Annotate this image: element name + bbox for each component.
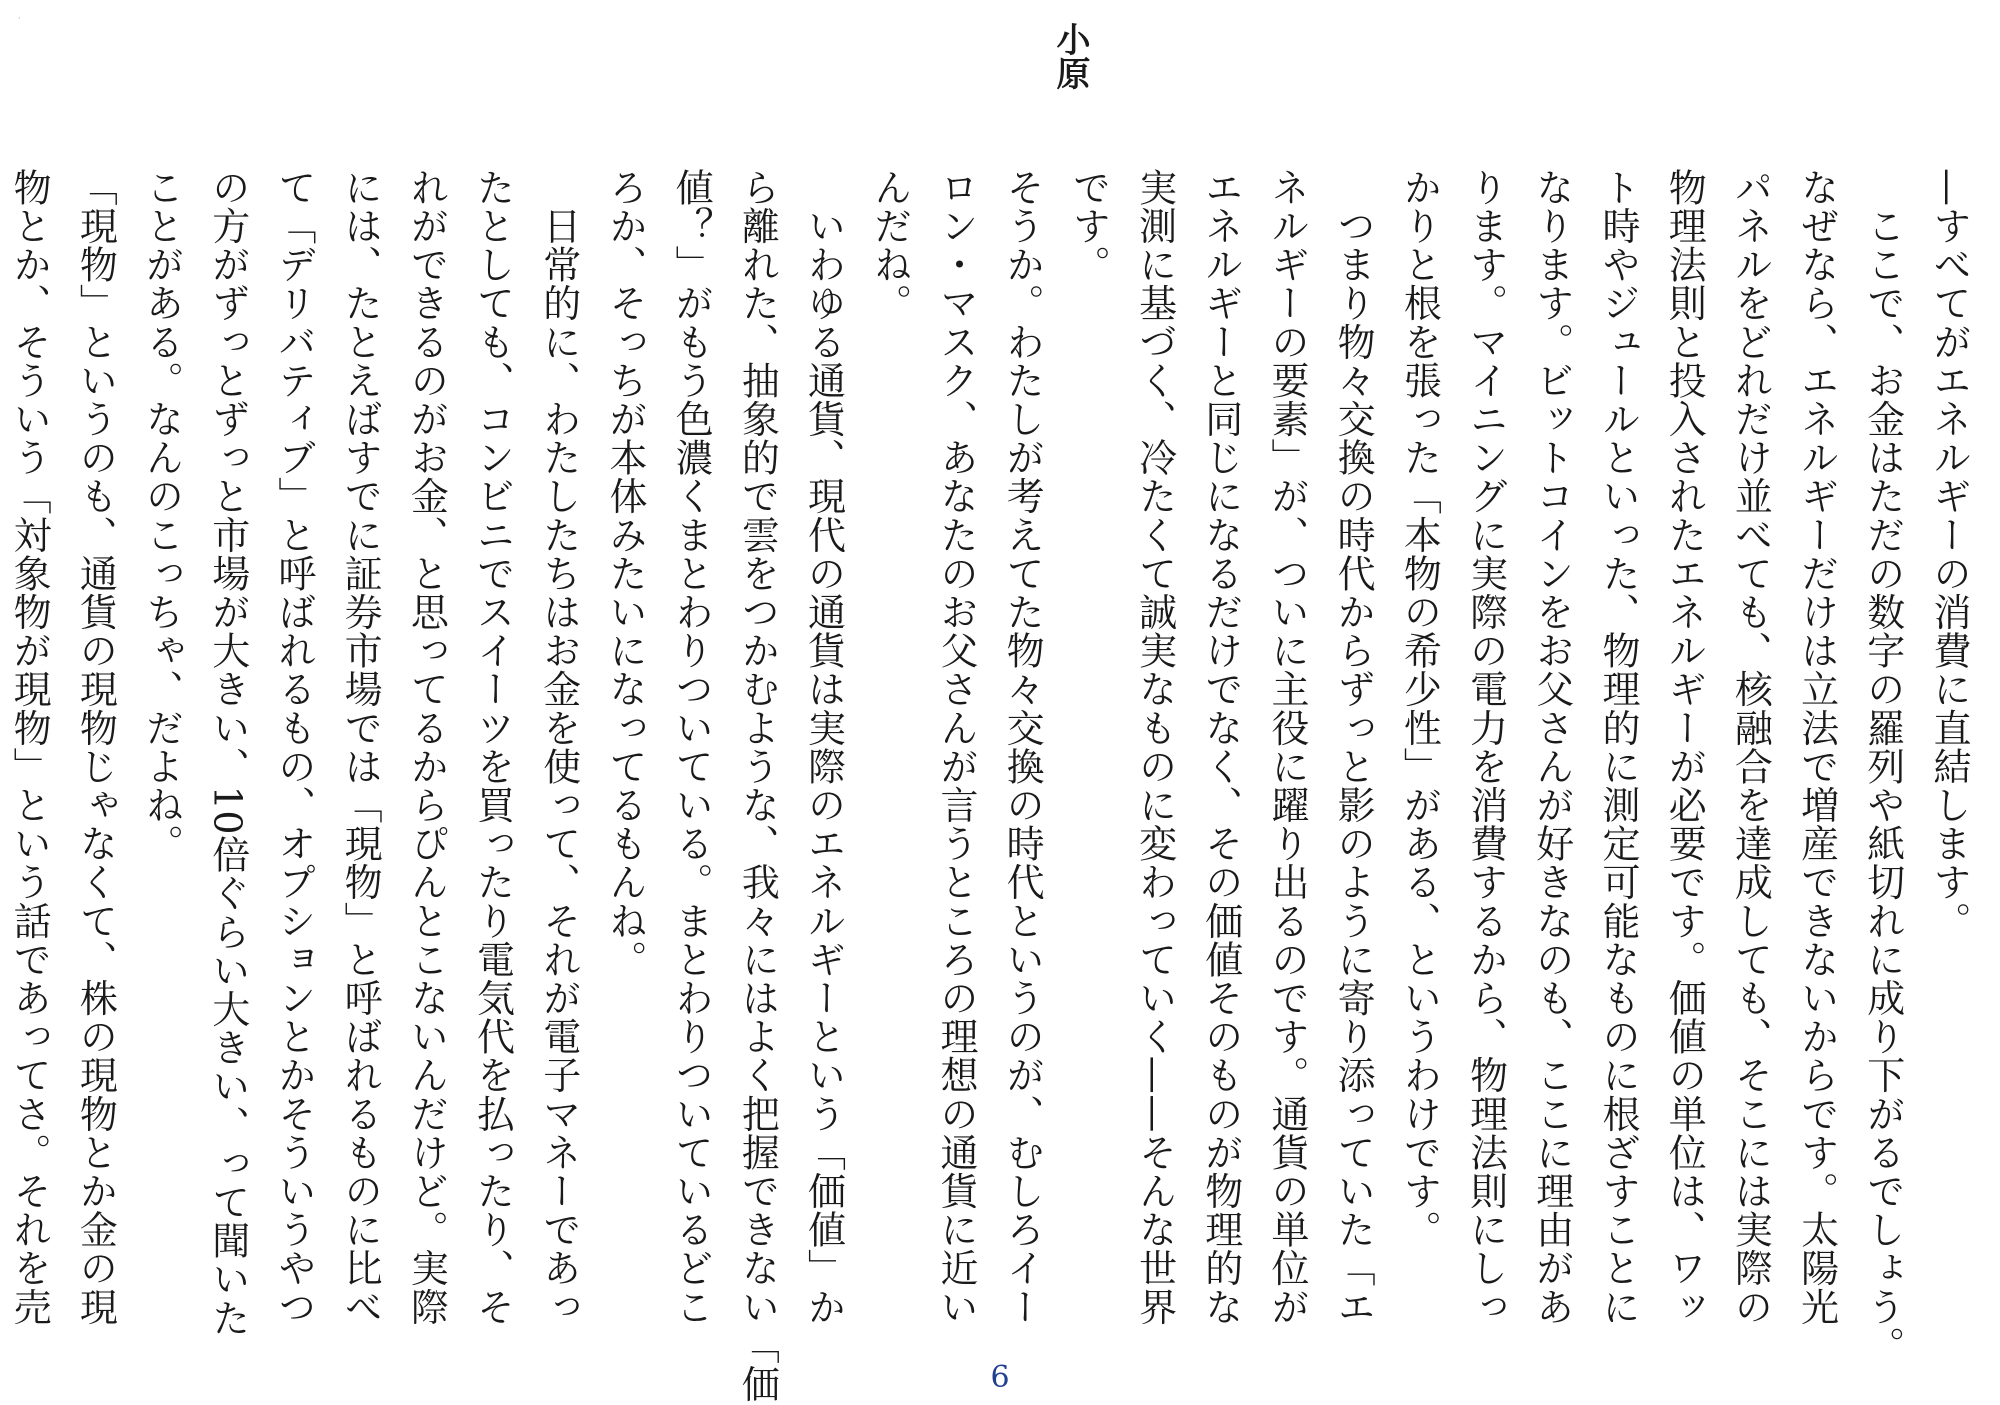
text-column: の方がずっとずっと市場が大きい、10倍ぐらい大きい、って聞いた <box>205 168 250 1337</box>
text-column: —すべてがエネルギーの消費に直結します。 <box>1927 168 1971 940</box>
text-column: つまり物々交換の時代からずっと影のように寄り添っていた「エ <box>1331 168 1376 1326</box>
text-column: ここで、お金はただの数字の羅列や紙切れに成り下がるでしょう。 <box>1860 168 1905 1365</box>
text-column: ら離れた、抽象的で雲をつかむような、我々にはよく把握できない「価 <box>735 168 780 1404</box>
text-column: なぜなら、エネルギーだけは立法で増産できないからです。太陽光 <box>1794 168 1839 1326</box>
text-column: れができるのがお金、と思ってるからぴんとこないんだけど。実際 <box>404 168 449 1326</box>
text-column: いわゆる通貨、現代の通貨は実際のエネルギーという「価値」か <box>801 168 846 1326</box>
text-column: 物理法則と投入されたエネルギーが必要です。価値の単位は、ワッ <box>1662 168 1707 1326</box>
text-column: には、たとえばすでに証券市場では「現物」と呼ばれるものに比べ <box>338 168 383 1326</box>
text-column: なります。ビットコインをお父さんが好きなのも、ここに理由があ <box>1529 168 1574 1326</box>
text-column: て「デリバティブ」と呼ばれるもの、オプションとかそういうやつ <box>271 168 316 1326</box>
vertical-body-text <box>0 168 1982 1404</box>
text-column: ネルギーの要素」が、ついに主役に躍り出るのです。通貨の単位が <box>1264 168 1309 1326</box>
text-column: ことがある。なんのこっちゃ、だよね。 <box>139 168 184 863</box>
page-number: 6 <box>990 1360 1010 1395</box>
text-column: かりと根を張った「本物の希少性」がある、というわけです。 <box>1397 168 1442 1249</box>
text-column: エネルギーと同じになるだけでなく、その価値そのものが物理的な <box>1198 168 1243 1326</box>
text-column: たとしても、コンビニでスイーツを買ったり電気代を払ったり、そ <box>470 168 515 1326</box>
text-column: んだね。 <box>867 168 912 323</box>
text-column: ります。マイニングに実際の電力を消費するから、物理法則にしっ <box>1463 168 1508 1326</box>
corner-dot: · <box>18 14 21 23</box>
text-column: 値？」がもう色濃くまとわりついている。まとわりついているどこ <box>669 168 714 1326</box>
text-column: です。 <box>1066 168 1111 284</box>
text-column: 物とか、そういう「対象物が現物」という話であってさ。それを売 <box>7 168 52 1326</box>
text-column: 日常的に、わたしたちはお金を使って、それが電子マネーであっ <box>536 168 581 1326</box>
text-column: 実測に基づく、冷たくて誠実なものに変わっていく——そんな世界 <box>1132 168 1177 1326</box>
text-column: ト時やジュールといった、物理的に測定可能なものに根ざすことに <box>1595 168 1640 1326</box>
text-column: ろか、そっちが本体みたいになってるもんね。 <box>602 168 647 979</box>
speaker-name: 小原 <box>1050 22 1090 90</box>
text-column: 「現物」というのも、通貨の現物じゃなくて、株の現物とか金の現 <box>73 168 118 1326</box>
text-column: パネルをどれだけ並べても、核融合を達成しても、そこには実際の <box>1728 168 1773 1326</box>
text-column: そうか。わたしが考えてた物々交換の時代というのが、むしろイー <box>1000 168 1045 1326</box>
text-column: ロン・マスク、あなたのお父さんが言うところの理想の通貨に近い <box>933 168 978 1326</box>
